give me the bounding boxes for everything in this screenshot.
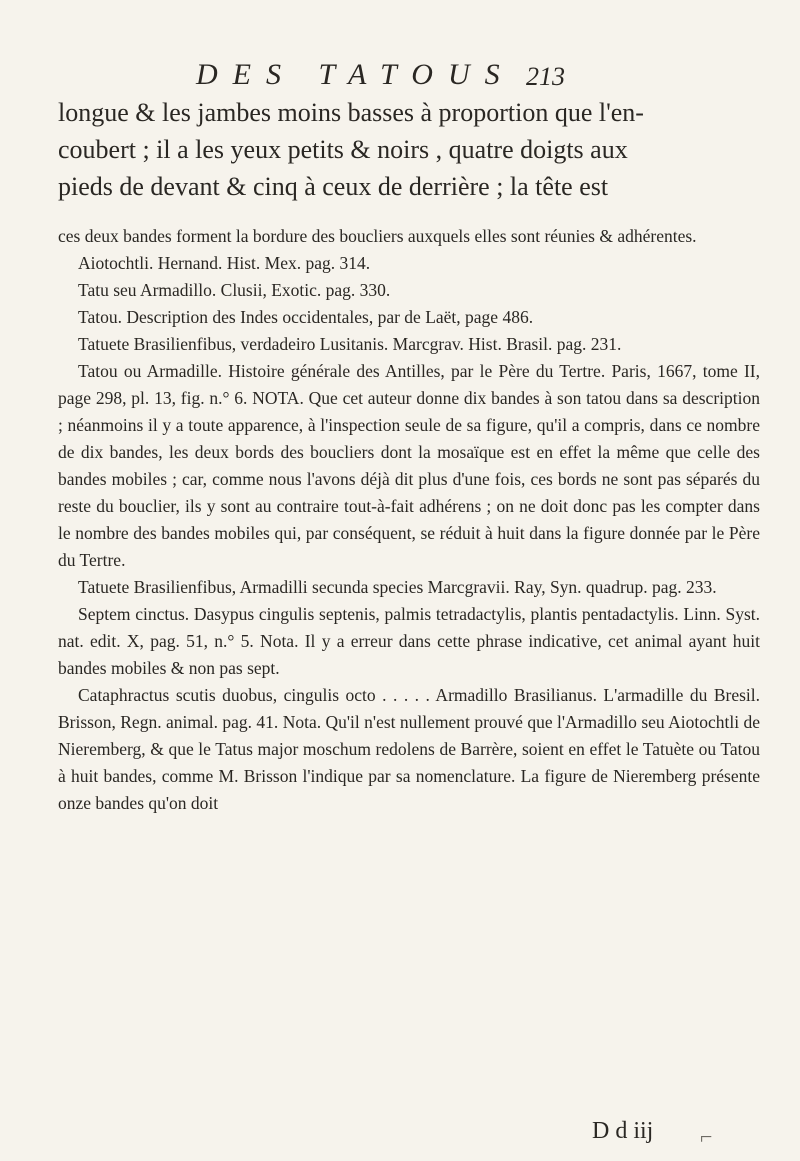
lead-line: longue & les jambes moins basses à proportion que l'en- xyxy=(58,98,644,127)
footnote-paragraph: Tatu seu Armadillo. Clusii, Exotic. pag. 330. xyxy=(78,280,391,300)
running-head: DES TATOUS xyxy=(196,58,515,91)
corner-mark: ⌐ xyxy=(700,1124,713,1149)
page-number: 213 xyxy=(526,62,565,91)
lead-line: coubert ; il a les yeux petits & noirs , quatre doigts aux xyxy=(58,135,628,164)
footnote-paragraph: Tatuete Brasilienfibus, Armadilli secunda species Marcgravii. Ray, Syn. quadrup. pag. 233. xyxy=(78,577,717,597)
lead-paragraph xyxy=(58,94,760,205)
signature-mark: D d iij xyxy=(592,1118,654,1144)
footnote-paragraph: Tatou. Description des Indes occidentales, par de Laët, page 486. xyxy=(78,307,534,327)
lead-line: pieds de devant & cinq à ceux de derrière ; la tête est xyxy=(58,172,609,201)
footnote-paragraph: Tatuete Brasilienfibus, verdadeiro Lusitanis. Marcgrav. Hist. Brasil. pag. 231. xyxy=(78,334,622,354)
page-body xyxy=(58,94,760,817)
footnote-paragraph: Aiotochtli. Hernand. Hist. Mex. pag. 314. xyxy=(78,253,371,273)
page-header xyxy=(0,58,800,98)
footnote-block xyxy=(58,223,760,817)
footnote-paragraph: Cataphractus scutis duobus, cingulis octo . . . . . Armadillo Brasilianus. L'armadille du Bresil. Brisson, Regn. animal. pag. 41. Nota. Qu'il n'est nullement prouvé que l'Armadillo seu Aiotochtli de Nieremberg, & que le Tatus major moschum redolens de Barrère, soient en effet le Tatuète ou Tatou à huit bandes, comme M. Brisson l'indique par sa nomenclature. La figure de Nieremberg présente onze bandes qu'on doit xyxy=(58,685,760,813)
footnote-paragraph: Septem cinctus. Dasypus cingulis septenis, palmis tetradactylis, plantis pentadactylis. Linn. Syst. nat. edit. X, pag. 51, n.° 5. Nota. Il y a erreur dans cette phrase indicative, cet animal ayant huit bandes mobiles & non pas sept. xyxy=(58,604,760,678)
footnote-paragraph: ces deux bandes forment la bordure des boucliers auxquels elles sont réunies & adhérentes. xyxy=(58,226,697,246)
footnote-paragraph: Tatou ou Armadille. Histoire générale des Antilles, par le Père du Tertre. Paris, 1667, tome II, page 298, pl. 13, fig. n.° 6. NOTA. Que cet auteur donne dix bandes à son tatou dans sa description ; néanmoins il y a toute apparence, à l'inspection seule de sa figure, qu'il a compris, dans ce nombre de dix bandes, les deux bords des boucliers dont la mosaïque est en effet la même que celle des bandes mobiles ; car, comme nous l'avons déjà dit plus d'une fois, ces bords ne sont pas séparés du reste du bouclier, ils y sont au contraire tout-à-fait adhérens ; on ne doit donc pas les compter dans le nombre des bandes mobiles qui, par conséquent, se réduit à huit dans la figure donnée par le Père du Tertre. xyxy=(58,361,760,570)
